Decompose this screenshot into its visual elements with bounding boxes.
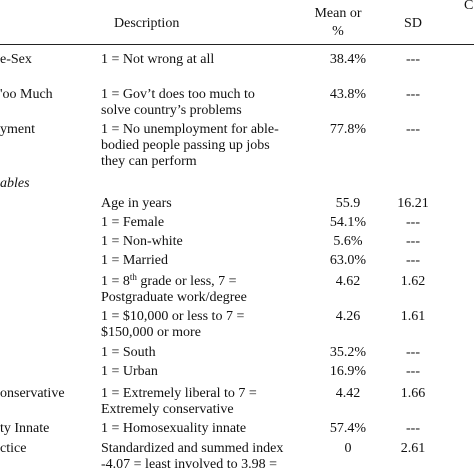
row-mean: 63.0% — [329, 253, 367, 268]
row-description: 1 = $10,000 or less to 7 = — [101, 309, 245, 324]
row-description-cont: they can perform — [101, 154, 197, 169]
col-header-mean-line1: Mean or — [314, 6, 362, 21]
row-sd: 1.66 — [400, 386, 426, 401]
row-sd: --- — [406, 52, 420, 67]
row-mean: 4.62 — [335, 274, 361, 289]
row-mean: 0 — [344, 441, 352, 456]
row-sd: --- — [406, 234, 420, 249]
row-description: Standardized and summed index — [101, 441, 284, 456]
row-description-cont: bodied people passing up jobs — [101, 138, 270, 153]
row-mean: 43.8% — [329, 87, 367, 102]
row-label: ctice — [0, 441, 27, 456]
row-description-cont: Extremely conservative — [101, 402, 234, 417]
row-sd: 1.61 — [400, 309, 426, 324]
row-sd: 1.62 — [400, 274, 426, 289]
row-sd: 2.61 — [400, 441, 426, 456]
row-mean: 16.9% — [329, 364, 367, 379]
row-mean: 38.4% — [329, 52, 367, 67]
row-description: 1 = Female — [101, 215, 165, 230]
col-header-partial: C — [464, 0, 474, 13]
row-description-cont: $150,000 or more — [101, 325, 201, 340]
row-description: 1 = Urban — [101, 364, 158, 379]
col-header-sd: SD — [404, 16, 422, 31]
row-mean: 4.26 — [335, 309, 361, 324]
row-sd: --- — [406, 345, 420, 360]
row-description-cont: solve country’s problems — [101, 103, 242, 118]
row-description: 1 = No unemployment for able- — [101, 122, 279, 137]
row-mean: 4.42 — [335, 386, 361, 401]
row-sd: --- — [406, 122, 420, 137]
row-sd: --- — [406, 364, 420, 379]
row-mean: 57.4% — [329, 421, 367, 436]
header-rule — [0, 44, 474, 45]
col-header-mean-line2: % — [332, 24, 344, 39]
row-label: ty Innate — [0, 421, 50, 436]
row-sd: --- — [406, 215, 420, 230]
row-sd: --- — [406, 253, 420, 268]
row-label: 'oo Much — [0, 87, 53, 102]
row-description: Age in years — [101, 196, 172, 211]
row-sd: 16.21 — [397, 196, 429, 211]
row-sd: --- — [406, 87, 420, 102]
row-description-cont: -4.07 = least involved to 3.98 = — [101, 457, 277, 472]
row-sd: --- — [406, 421, 420, 436]
col-header-description: Description — [114, 16, 180, 31]
row-description: 1 = Married — [101, 253, 168, 268]
row-description: 1 = Homosexuality innate — [101, 421, 247, 436]
row-description-cont: Postgraduate work/degree — [101, 290, 247, 305]
row-label: yment — [0, 122, 35, 137]
row-mean: 5.6% — [333, 234, 363, 249]
row-mean: 54.1% — [329, 215, 367, 230]
section-heading: ables — [0, 176, 30, 191]
row-mean: 35.2% — [329, 345, 367, 360]
row-description-text: grade or less, 7 = — [136, 274, 237, 289]
row-description: 1 = Gov’t does too much to — [101, 87, 255, 102]
row-mean: 55.9 — [335, 196, 361, 211]
row-description: 1 = Non-white — [101, 234, 183, 249]
superscript-th: th — [129, 272, 137, 282]
row-label: e-Sex — [0, 52, 32, 67]
row-description: 1 = South — [101, 345, 156, 360]
row-description: 1 = Extremely liberal to 7 = — [101, 386, 257, 401]
row-label: onservative — [0, 386, 65, 401]
row-description-text: 1 = 8 — [101, 274, 130, 289]
row-description — [101, 274, 237, 290]
row-mean: 77.8% — [329, 122, 367, 137]
row-description: 1 = Not wrong at all — [101, 52, 215, 67]
